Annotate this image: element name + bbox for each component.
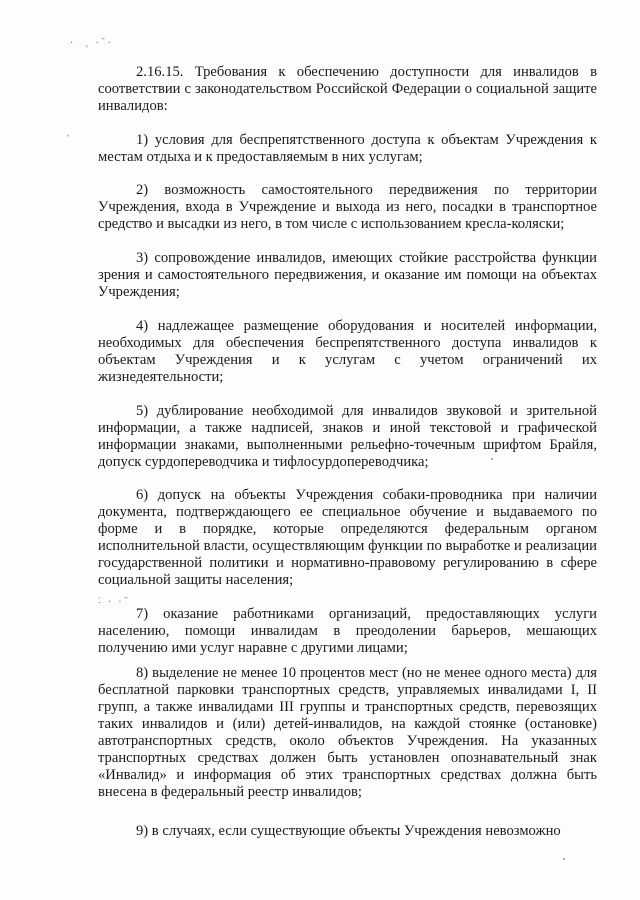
list-item-8: 8) выделение не менее 10 процентов мест (но не менее одного места) для бесплатной парковки транспортных средств, управляемых инвалидами I, II групп, а также инвалидами III группы и транспортных средств, перевозящих таких инвалидов и (или) детей-инвалидов, на каждой стоянке (остановке) автотранспортных средств, около объектов Учреждения. На указанных транспортных средствах должен быть установлен опознавательный знак «Инвалид» и информация об этих транспортных средствах должна быть внесена в федеральный реестр инвалидов; (98, 665, 597, 800)
list-item-1: 1) условия для беспрепятственного доступа к объектам Учреждения к местам отдыха и к предоставляемым в них услугам; (98, 132, 597, 165)
scan-artifact-top: · ˌ ·ˉ· (70, 38, 113, 49)
list-item-5: 5) дублирование необходимой для инвалидов звуковой и зрительной информации, а также надписей, знаков и иной текстовой и графической информации знаками, выполненными рельефно-точечным шрифтом Брайля, допуск сурдопереводчика и тифлосурдопереводчика; (98, 403, 597, 470)
list-item-4: 4) надлежащее размещение оборудования и носителей информации, необходимых для обеспечения беспрепятственного доступа инвалидов к объектам Учреждения и к услугам с учетом ограничений их жизнедеятельности; (98, 318, 597, 385)
list-item-6: 6) допуск на объекты Учреждения собаки-проводника при наличии документа, подтверждающего ее специальное обучение и выдаваемого по форме и в порядке, которые определяются федеральным органом исполнительной власти, осуществляющим функции по выработке и реализации государственной политики и нормативно-правовому регулированию в сфере социальной защиты населения; (98, 487, 597, 588)
list-item-7: 7) оказание работниками организаций, предоставляющих услуги населению, помощи инвалидам в преодолении барьеров, мешающих получению ими услуг наравне с другими лицами; (98, 606, 597, 656)
section-heading-paragraph: 2.16.15. Требования к обеспечению доступности для инвалидов в соответствии с законодательством Российской Федерации о социальной защите инвалидов: (98, 64, 597, 114)
scan-artifact-item7: ˸ · ·ˉ (98, 597, 131, 608)
list-item-2: 2) возможность самостоятельного передвижения по территории Учреждения, входа в Учреждение и выхода из него, посадки в транспортное средство и высадки из него, в том числе с использованием кресла-коляски; (98, 182, 597, 232)
list-item-3: 3) сопровождение инвалидов, имеющих стойкие расстройства функции зрения и самостоятельного передвижения, и оказание им помощи на объектах Учреждения; (98, 250, 597, 300)
scan-artifact-left: ˎ (66, 126, 73, 137)
list-item-9: 9) в случаях, если существующие объекты Учреждения невозможно (136, 823, 561, 839)
scan-speck (563, 858, 565, 860)
